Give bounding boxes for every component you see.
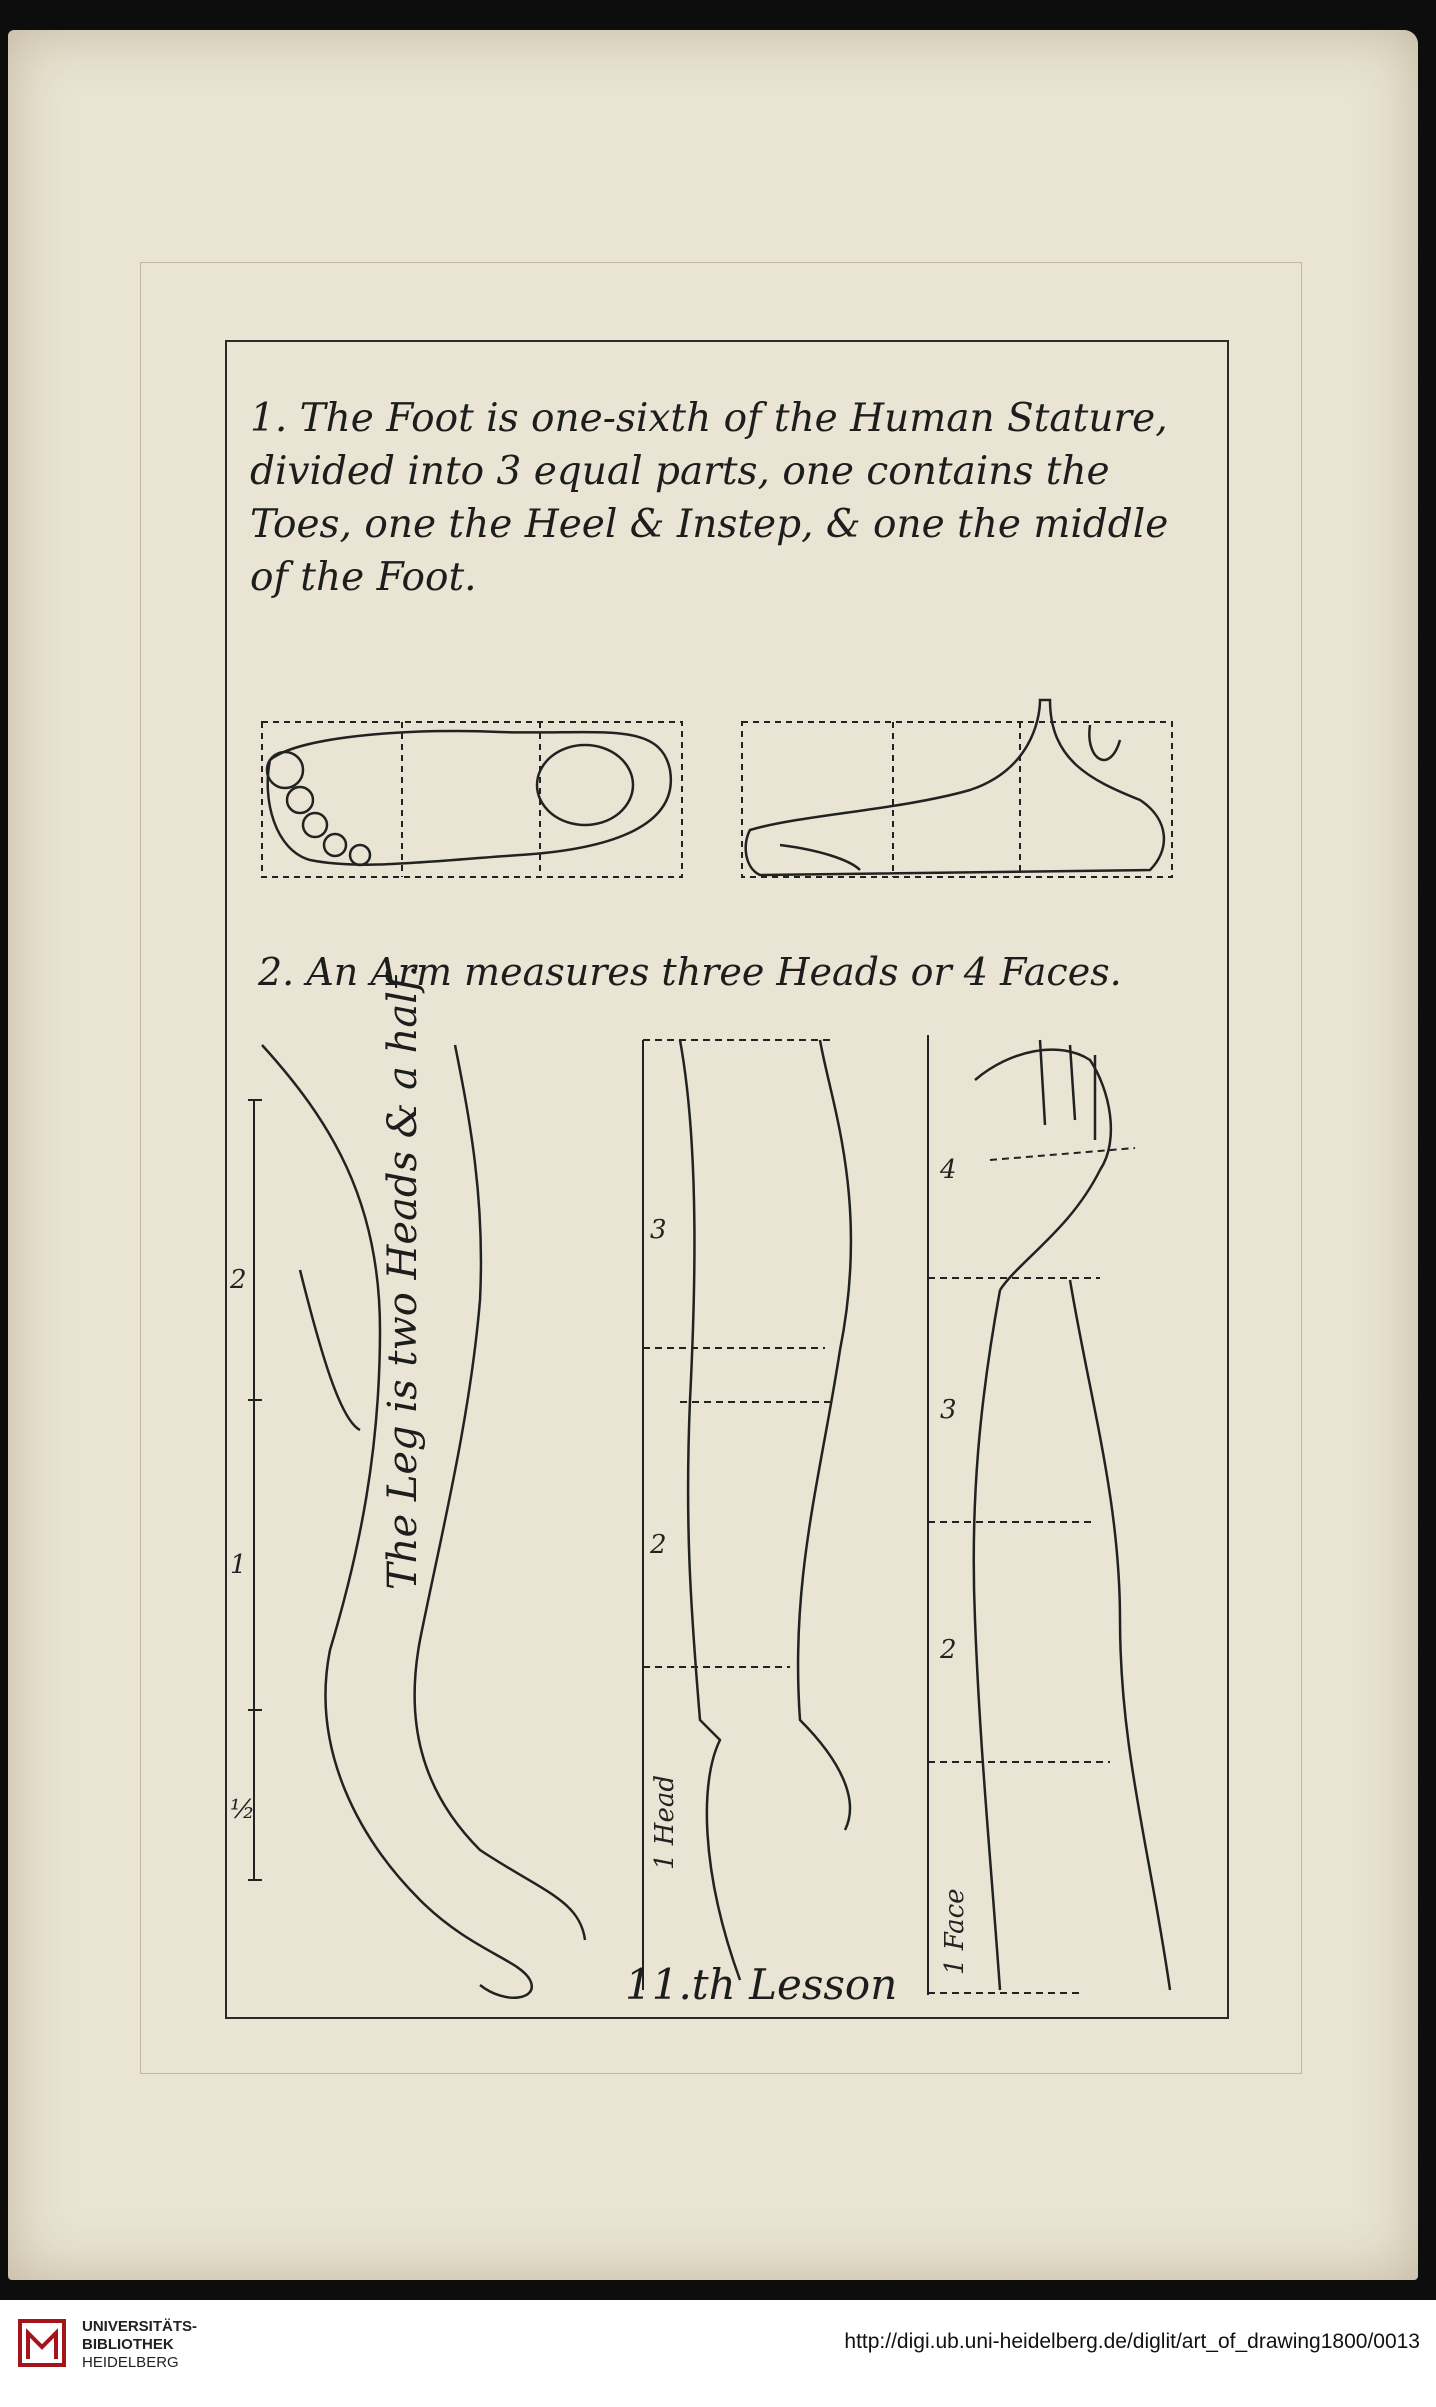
arm-face-scale-2: 2 bbox=[940, 1635, 957, 1665]
arm-head-scale-2: 2 bbox=[650, 1530, 667, 1560]
library-name-line2: BIBLIOTHEK bbox=[82, 2336, 174, 2353]
library-logo-icon bbox=[14, 2315, 70, 2371]
lesson-2-text: 2. An Arm measures three Heads or 4 Faces. bbox=[258, 950, 1122, 994]
lesson-number: 11.th Lesson bbox=[625, 1960, 898, 2009]
leg-scale-1: 1 bbox=[230, 1550, 247, 1580]
arm-face-scale-1: 1 Face bbox=[940, 1888, 970, 1975]
leg-note: The Leg is two Heads & a half. bbox=[380, 964, 426, 1590]
leg-scale-half: ½ bbox=[230, 1795, 256, 1825]
arm-head-scale-3: 3 bbox=[650, 1215, 667, 1245]
leg-scale-2: 2 bbox=[230, 1265, 247, 1295]
lesson-1-text: 1. The Foot is one-sixth of the Human Stature, divided into 3 equal parts, one contains the Toes, one the Heel & Instep, & one the middle of the Foot. bbox=[250, 396, 1169, 600]
source-url[interactable]: http://digi.ub.uni-heidelberg.de/diglit/art_of_drawing1800/0013 bbox=[844, 2330, 1420, 2353]
library-name-line1: UNIVERSITÄTS- bbox=[82, 2318, 198, 2335]
library-name bbox=[82, 2318, 197, 2372]
arm-face-scale-4: 4 bbox=[940, 1155, 957, 1185]
library-name-line3: HEIDELBERG bbox=[82, 2354, 179, 2371]
arm-head-scale-1: 1 Head bbox=[650, 1774, 680, 1870]
arm-face-scale-3: 3 bbox=[940, 1395, 957, 1425]
